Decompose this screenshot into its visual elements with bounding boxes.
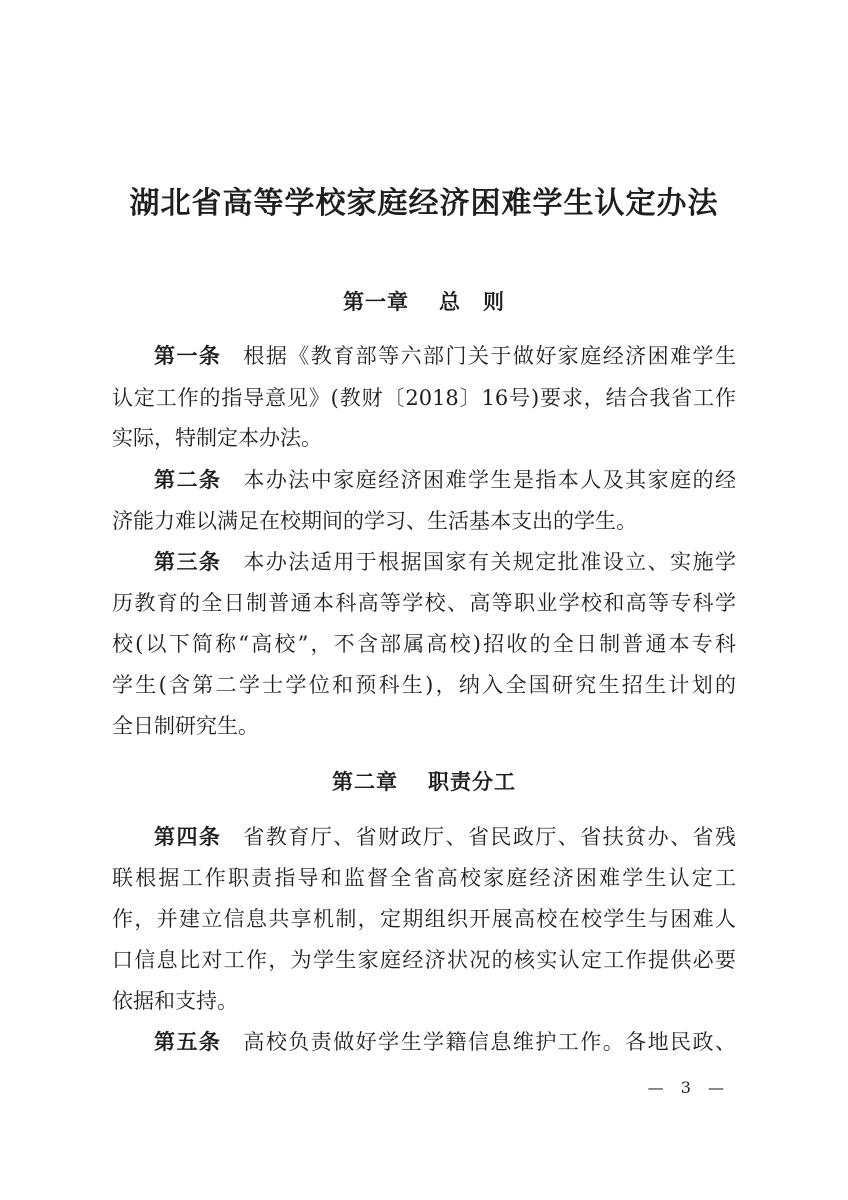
article-2-line-1 (112, 465, 736, 495)
chapter-2-label: 第二章 (332, 770, 398, 794)
article-2-text-1: 本办法中家庭经济困难学生是指本人及其家庭的经 (243, 468, 736, 492)
article-4-line-3: 作，并建立信息共享机制，定期组织开展高校在校学生与困难人 (112, 907, 736, 931)
article-5-line-1 (112, 1027, 736, 1057)
article-2-line-2: 济能力难以满足在校期间的学习、生活基本支出的学生。 (112, 509, 637, 533)
article-3-line-5: 全日制研究生。 (112, 714, 259, 738)
article-1-line-2: 认定工作的指导意见》(教财〔2018〕16号)要求，结合我省工作 (112, 386, 736, 410)
article-4-line-5: 依据和支持。 (112, 989, 238, 1013)
article-1-line-3: 实际，特制定本办法。 (112, 426, 322, 450)
article-1-text-1: 根据《教育部等六部门关于做好家庭经济困难学生 (243, 344, 736, 368)
article-5-label: 第五条 (154, 1030, 222, 1054)
chapter-1-label: 第一章 (343, 290, 409, 314)
article-3-line-3: 校(以下简称“高校”，不含部属高校)招收的全日制普通本专科 (112, 632, 736, 656)
article-3-line-4: 学生(含第二学士学位和预科生)，纳入全国研究生招生计划的 (112, 673, 736, 697)
article-2-label: 第二条 (154, 468, 222, 492)
article-3-line-2: 历教育的全日制普通本科高等学校、高等职业学校和高等专科学 (112, 591, 736, 615)
chapter-1-name: 总 则 (439, 290, 505, 314)
article-3-line-1 (112, 547, 736, 577)
chapter-1-heading (0, 286, 848, 316)
article-4-text-1: 省教育厅、省财政厅、省民政厅、省扶贫办、省残 (243, 825, 736, 849)
article-4-line-4: 口信息比对工作，为学生家庭经济状况的核实认定工作提供必要 (112, 948, 736, 972)
article-5-text-1: 高校负责做好学生学籍信息维护工作。各地民政、 (243, 1030, 736, 1054)
article-1-label: 第一条 (154, 344, 222, 368)
article-1-line-1 (112, 341, 736, 371)
article-4-label: 第四条 (154, 825, 222, 849)
chapter-2-heading (0, 766, 848, 796)
document-title: 湖北省高等学校家庭经济困难学生认定办法 (129, 186, 719, 221)
chapter-2-name: 职责分工 (428, 770, 516, 794)
article-4-line-1 (112, 822, 736, 852)
article-3-text-1: 本办法适用于根据国家有关规定批准设立、实施学 (243, 550, 736, 574)
article-3-label: 第三条 (154, 550, 222, 574)
page-number: — 3 — (647, 1078, 730, 1097)
article-4-line-2: 联根据工作职责指导和监督全省高校家庭经济困难学生认定工 (112, 866, 736, 890)
